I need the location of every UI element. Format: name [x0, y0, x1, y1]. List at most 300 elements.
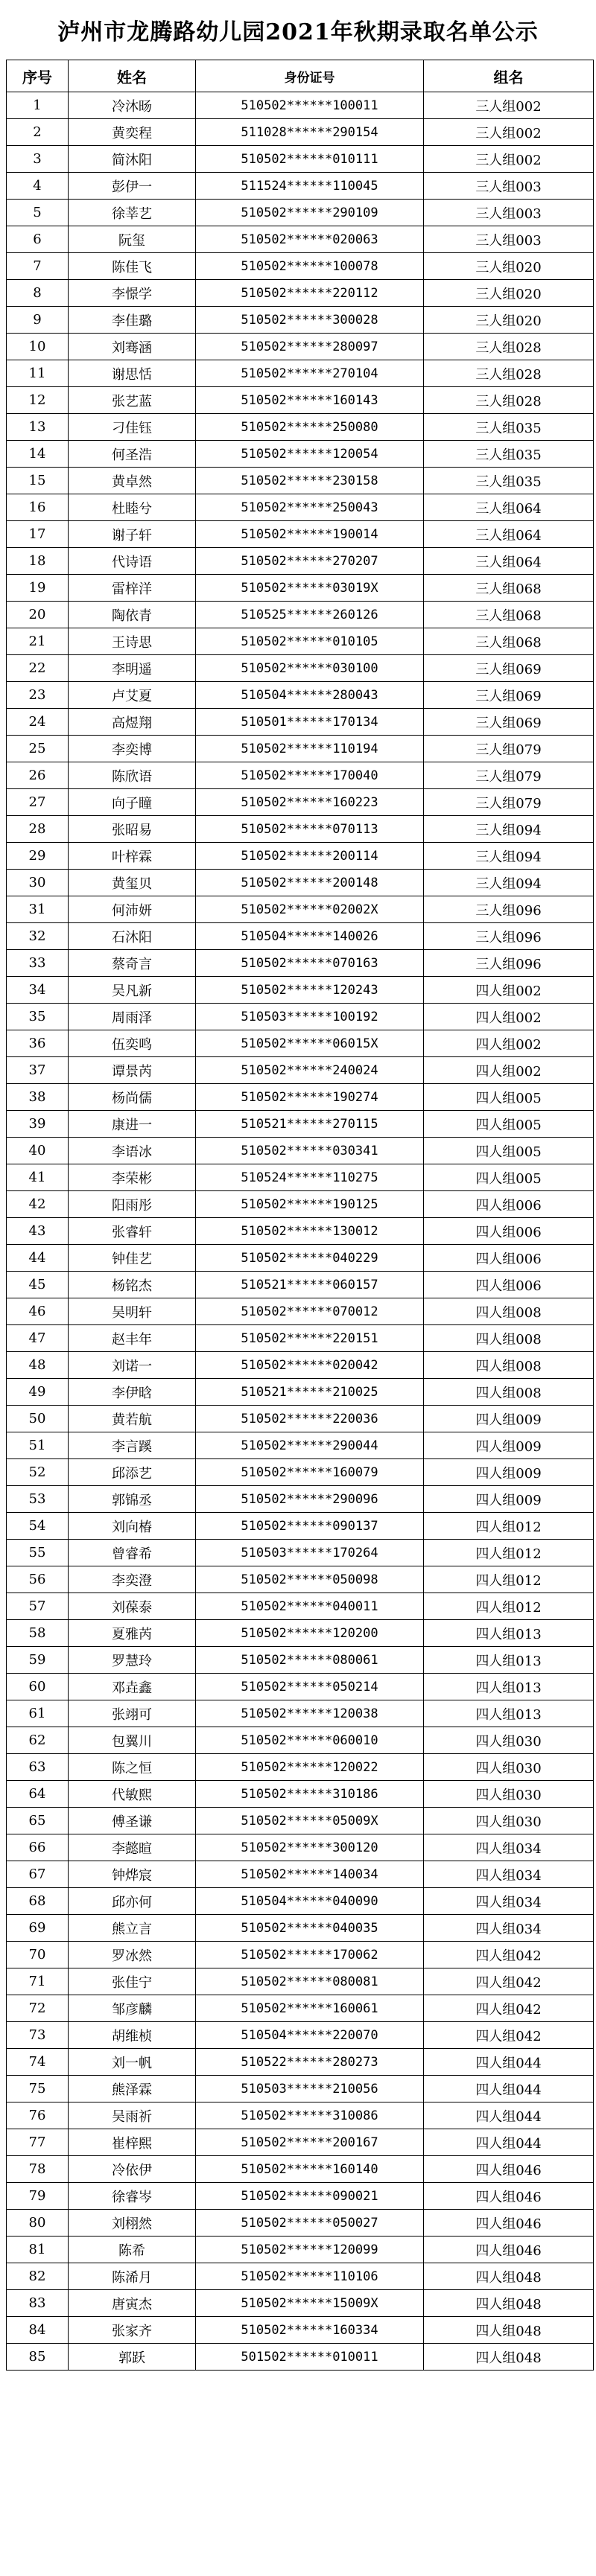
- table-row: [7, 575, 594, 602]
- cell-name: 代诗语: [69, 548, 196, 575]
- table-row: [7, 226, 594, 253]
- cell-group-name: 四人组030: [424, 1754, 594, 1781]
- cell-group-name: 四人组013: [424, 1647, 594, 1674]
- table-row: [7, 1030, 594, 1057]
- cell-id-number: 510502******120038: [196, 1700, 424, 1727]
- table-row: [7, 2102, 594, 2129]
- cell-serial-number: 32: [7, 923, 69, 950]
- cell-group-name: 四人组013: [424, 1700, 594, 1727]
- cell-id-number: 510502******200148: [196, 870, 424, 896]
- cell-name: 陈浠月: [69, 2263, 196, 2290]
- cell-id-number: 511524******110045: [196, 173, 424, 200]
- cell-group-name: 四人组013: [424, 1620, 594, 1647]
- header-id-number: 身份证号: [196, 60, 424, 92]
- table-row: [7, 977, 594, 1004]
- cell-group-name: 三人组002: [424, 146, 594, 173]
- cell-group-name: 四人组048: [424, 2290, 594, 2317]
- cell-name: 冷沐旸: [69, 92, 196, 119]
- cell-id-number: 510502******120022: [196, 1754, 424, 1781]
- cell-name: 胡维桢: [69, 2022, 196, 2049]
- table-row: [7, 1727, 594, 1754]
- cell-group-name: 三人组035: [424, 468, 594, 494]
- cell-name: 雷梓洋: [69, 575, 196, 602]
- cell-serial-number: 3: [7, 146, 69, 173]
- cell-name: 刘一帆: [69, 2049, 196, 2076]
- cell-serial-number: 51: [7, 1432, 69, 1459]
- cell-group-name: 四人组042: [424, 1968, 594, 1995]
- cell-name: 郭锦丞: [69, 1486, 196, 1513]
- cell-serial-number: 56: [7, 1566, 69, 1593]
- cell-name: 周雨泽: [69, 1004, 196, 1030]
- cell-group-name: 四人组006: [424, 1245, 594, 1272]
- cell-id-number: 510502******170062: [196, 1942, 424, 1968]
- cell-id-number: 510502******15009X: [196, 2290, 424, 2317]
- table-row: [7, 1754, 594, 1781]
- cell-serial-number: 85: [7, 2344, 69, 2371]
- cell-name: 邹彦麟: [69, 1995, 196, 2022]
- cell-id-number: 510502******010105: [196, 628, 424, 655]
- cell-id-number: 510502******220036: [196, 1406, 424, 1432]
- cell-serial-number: 78: [7, 2156, 69, 2183]
- table-row: [7, 1540, 594, 1566]
- cell-id-number: 510502******250080: [196, 414, 424, 441]
- cell-serial-number: 45: [7, 1272, 69, 1298]
- cell-id-number: 510502******160079: [196, 1459, 424, 1486]
- cell-name: 徐莘艺: [69, 200, 196, 226]
- cell-name: 张家齐: [69, 2317, 196, 2344]
- cell-group-name: 四人组012: [424, 1513, 594, 1540]
- cell-group-name: 四人组034: [424, 1861, 594, 1888]
- table-row: [7, 1915, 594, 1942]
- cell-id-number: 510502******160223: [196, 789, 424, 816]
- cell-serial-number: 70: [7, 1942, 69, 1968]
- cell-name: 李言蹊: [69, 1432, 196, 1459]
- cell-serial-number: 77: [7, 2129, 69, 2156]
- table-row: [7, 655, 594, 682]
- table-row: [7, 2183, 594, 2210]
- cell-group-name: 三人组068: [424, 628, 594, 655]
- cell-group-name: 四人组048: [424, 2344, 594, 2371]
- cell-group-name: 四人组044: [424, 2049, 594, 2076]
- cell-id-number: 510502******300120: [196, 1834, 424, 1861]
- cell-serial-number: 22: [7, 655, 69, 682]
- cell-id-number: 510525******260126: [196, 602, 424, 628]
- cell-group-name: 四人组046: [424, 2156, 594, 2183]
- cell-group-name: 四人组034: [424, 1888, 594, 1915]
- cell-group-name: 四人组048: [424, 2317, 594, 2344]
- cell-id-number: 511028******290154: [196, 119, 424, 146]
- cell-id-number: 510502******280097: [196, 334, 424, 360]
- cell-serial-number: 19: [7, 575, 69, 602]
- cell-name: 徐睿岑: [69, 2183, 196, 2210]
- cell-id-number: 510502******120243: [196, 977, 424, 1004]
- table-row: [7, 2237, 594, 2263]
- cell-serial-number: 54: [7, 1513, 69, 1540]
- table-row: [7, 2156, 594, 2183]
- cell-group-name: 四人组005: [424, 1111, 594, 1138]
- cell-name: 张昭易: [69, 816, 196, 843]
- table-row: [7, 1861, 594, 1888]
- cell-serial-number: 7: [7, 253, 69, 280]
- cell-group-name: 四人组030: [424, 1808, 594, 1834]
- cell-id-number: 510502******070163: [196, 950, 424, 977]
- table-row: [7, 2210, 594, 2237]
- cell-serial-number: 79: [7, 2183, 69, 2210]
- table-row: [7, 1057, 594, 1084]
- cell-name: 李伊晗: [69, 1379, 196, 1406]
- cell-id-number: 510502******220151: [196, 1325, 424, 1352]
- cell-id-number: 510502******020063: [196, 226, 424, 253]
- cell-name: 彭伊一: [69, 173, 196, 200]
- cell-group-name: 四人组030: [424, 1781, 594, 1808]
- cell-name: 何沛妍: [69, 896, 196, 923]
- cell-group-name: 四人组009: [424, 1406, 594, 1432]
- cell-name: 熊泽霖: [69, 2076, 196, 2102]
- cell-serial-number: 18: [7, 548, 69, 575]
- cell-serial-number: 15: [7, 468, 69, 494]
- cell-name: 邱添艺: [69, 1459, 196, 1486]
- cell-serial-number: 75: [7, 2076, 69, 2102]
- cell-name: 杨铭杰: [69, 1272, 196, 1298]
- cell-serial-number: 49: [7, 1379, 69, 1406]
- cell-name: 唐寅杰: [69, 2290, 196, 2317]
- cell-serial-number: 13: [7, 414, 69, 441]
- cell-id-number: 510502******310186: [196, 1781, 424, 1808]
- cell-name: 崔梓熙: [69, 2129, 196, 2156]
- cell-name: 罗慧玲: [69, 1647, 196, 1674]
- cell-serial-number: 14: [7, 441, 69, 468]
- cell-name: 阮玺: [69, 226, 196, 253]
- cell-serial-number: 34: [7, 977, 69, 1004]
- cell-serial-number: 52: [7, 1459, 69, 1486]
- cell-group-name: 三人组069: [424, 682, 594, 709]
- cell-id-number: 510502******040011: [196, 1593, 424, 1620]
- table-row: [7, 870, 594, 896]
- cell-serial-number: 43: [7, 1218, 69, 1245]
- table-row: [7, 2317, 594, 2344]
- cell-serial-number: 72: [7, 1995, 69, 2022]
- header-serial-number: 序号: [7, 60, 69, 92]
- cell-id-number: 510504******140026: [196, 923, 424, 950]
- cell-group-name: 四人组048: [424, 2263, 594, 2290]
- cell-id-number: 510503******170264: [196, 1540, 424, 1566]
- cell-name: 曾睿希: [69, 1540, 196, 1566]
- cell-name: 谢思恬: [69, 360, 196, 387]
- cell-id-number: 510502******200114: [196, 843, 424, 870]
- cell-group-name: 四人组042: [424, 1995, 594, 2022]
- cell-id-number: 510502******050027: [196, 2210, 424, 2237]
- cell-serial-number: 20: [7, 602, 69, 628]
- table-row: [7, 1245, 594, 1272]
- cell-id-number: 510503******210056: [196, 2076, 424, 2102]
- table-row: [7, 602, 594, 628]
- cell-serial-number: 40: [7, 1138, 69, 1164]
- cell-serial-number: 81: [7, 2237, 69, 2263]
- cell-group-name: 四人组009: [424, 1459, 594, 1486]
- cell-name: 张睿轩: [69, 1218, 196, 1245]
- cell-id-number: 510501******170134: [196, 709, 424, 736]
- cell-id-number: 510502******06015X: [196, 1030, 424, 1057]
- cell-serial-number: 11: [7, 360, 69, 387]
- cell-group-name: 四人组034: [424, 1915, 594, 1942]
- cell-name: 蔡奇言: [69, 950, 196, 977]
- cell-group-name: 四人组009: [424, 1432, 594, 1459]
- table-row: [7, 709, 594, 736]
- table-row: [7, 494, 594, 521]
- cell-group-name: 三人组035: [424, 441, 594, 468]
- cell-serial-number: 35: [7, 1004, 69, 1030]
- cell-id-number: 510521******060157: [196, 1272, 424, 1298]
- cell-serial-number: 57: [7, 1593, 69, 1620]
- table-row: [7, 387, 594, 414]
- cell-id-number: 510502******160143: [196, 387, 424, 414]
- cell-name: 石沐阳: [69, 923, 196, 950]
- cell-name: 吴雨祈: [69, 2102, 196, 2129]
- cell-serial-number: 8: [7, 280, 69, 307]
- cell-serial-number: 47: [7, 1325, 69, 1352]
- cell-serial-number: 12: [7, 387, 69, 414]
- cell-group-name: 四人组005: [424, 1138, 594, 1164]
- cell-name: 谭景芮: [69, 1057, 196, 1084]
- cell-id-number: 510502******240024: [196, 1057, 424, 1084]
- cell-serial-number: 23: [7, 682, 69, 709]
- table-row: [7, 1593, 594, 1620]
- cell-group-name: 四人组012: [424, 1566, 594, 1593]
- cell-group-name: 四人组002: [424, 1030, 594, 1057]
- cell-name: 黄若航: [69, 1406, 196, 1432]
- table-row: [7, 2263, 594, 2290]
- table-row: [7, 1834, 594, 1861]
- table-row: [7, 1352, 594, 1379]
- cell-serial-number: 62: [7, 1727, 69, 1754]
- table-row: [7, 1513, 594, 1540]
- cell-id-number: 510502******05009X: [196, 1808, 424, 1834]
- cell-serial-number: 2: [7, 119, 69, 146]
- table-row: [7, 1164, 594, 1191]
- cell-group-name: 三人组003: [424, 226, 594, 253]
- cell-serial-number: 67: [7, 1861, 69, 1888]
- cell-name: 钟佳艺: [69, 1245, 196, 1272]
- table-row: [7, 950, 594, 977]
- cell-name: 刘葆泰: [69, 1593, 196, 1620]
- cell-serial-number: 60: [7, 1674, 69, 1700]
- cell-group-name: 四人组002: [424, 1057, 594, 1084]
- cell-id-number: 510502******290109: [196, 200, 424, 226]
- cell-name: 陈佳飞: [69, 253, 196, 280]
- cell-id-number: 510502******160334: [196, 2317, 424, 2344]
- cell-group-name: 四人组030: [424, 1727, 594, 1754]
- table-row: [7, 1191, 594, 1218]
- cell-group-name: 三人组028: [424, 360, 594, 387]
- cell-group-name: 四人组044: [424, 2102, 594, 2129]
- table-row: [7, 1459, 594, 1486]
- cell-id-number: 510502******090137: [196, 1513, 424, 1540]
- cell-group-name: 四人组006: [424, 1218, 594, 1245]
- cell-id-number: 510502******190125: [196, 1191, 424, 1218]
- cell-group-name: 三人组020: [424, 253, 594, 280]
- table-row: [7, 200, 594, 226]
- cell-group-name: 四人组009: [424, 1486, 594, 1513]
- cell-group-name: 三人组096: [424, 896, 594, 923]
- cell-id-number: 510502******160140: [196, 2156, 424, 2183]
- table-row: [7, 1566, 594, 1593]
- cell-serial-number: 63: [7, 1754, 69, 1781]
- cell-serial-number: 71: [7, 1968, 69, 1995]
- cell-name: 傅圣谦: [69, 1808, 196, 1834]
- table-row: [7, 682, 594, 709]
- table-row: [7, 2076, 594, 2102]
- cell-id-number: 510502******020042: [196, 1352, 424, 1379]
- cell-group-name: 三人组003: [424, 200, 594, 226]
- cell-name: 高煜翔: [69, 709, 196, 736]
- cell-name: 陈之恒: [69, 1754, 196, 1781]
- cell-group-name: 四人组002: [424, 1004, 594, 1030]
- cell-serial-number: 68: [7, 1888, 69, 1915]
- table-row: [7, 762, 594, 789]
- cell-serial-number: 9: [7, 307, 69, 334]
- cell-name: 李荣彬: [69, 1164, 196, 1191]
- cell-id-number: 510502******030100: [196, 655, 424, 682]
- cell-group-name: 四人组013: [424, 1674, 594, 1700]
- cell-group-name: 四人组012: [424, 1593, 594, 1620]
- cell-id-number: 510502******100011: [196, 92, 424, 119]
- cell-id-number: 510502******300028: [196, 307, 424, 334]
- cell-serial-number: 37: [7, 1057, 69, 1084]
- cell-serial-number: 64: [7, 1781, 69, 1808]
- table-row: [7, 1004, 594, 1030]
- table-row: [7, 1325, 594, 1352]
- cell-name: 刘骞涵: [69, 334, 196, 360]
- cell-id-number: 510502******190274: [196, 1084, 424, 1111]
- cell-group-name: 四人组008: [424, 1298, 594, 1325]
- cell-group-name: 四人组005: [424, 1164, 594, 1191]
- table-row: [7, 2022, 594, 2049]
- cell-id-number: 510502******050098: [196, 1566, 424, 1593]
- cell-id-number: 510504******220070: [196, 2022, 424, 2049]
- cell-id-number: 510502******070113: [196, 816, 424, 843]
- cell-name: 陈希: [69, 2237, 196, 2263]
- cell-name: 黄卓然: [69, 468, 196, 494]
- cell-id-number: 510502******02002X: [196, 896, 424, 923]
- cell-name: 何圣浩: [69, 441, 196, 468]
- cell-serial-number: 24: [7, 709, 69, 736]
- cell-id-number: 510502******290096: [196, 1486, 424, 1513]
- cell-id-number: 510502******310086: [196, 2102, 424, 2129]
- cell-name: 冷依伊: [69, 2156, 196, 2183]
- cell-serial-number: 26: [7, 762, 69, 789]
- cell-serial-number: 61: [7, 1700, 69, 1727]
- cell-name: 吴明轩: [69, 1298, 196, 1325]
- cell-group-name: 四人组044: [424, 2076, 594, 2102]
- cell-group-name: 三人组096: [424, 950, 594, 977]
- table-row: [7, 360, 594, 387]
- cell-id-number: 510502******110194: [196, 736, 424, 762]
- cell-name: 包翼川: [69, 1727, 196, 1754]
- table-row: [7, 1808, 594, 1834]
- cell-group-name: 三人组069: [424, 655, 594, 682]
- table-row: [7, 789, 594, 816]
- cell-serial-number: 83: [7, 2290, 69, 2317]
- cell-name: 郭跃: [69, 2344, 196, 2371]
- cell-name: 简沐阳: [69, 146, 196, 173]
- cell-name: 熊立言: [69, 1915, 196, 1942]
- cell-name: 叶梓霖: [69, 843, 196, 870]
- header-group-name: 组名: [424, 60, 594, 92]
- cell-id-number: 510502******060010: [196, 1727, 424, 1754]
- cell-id-number: 510502******110106: [196, 2263, 424, 2290]
- cell-group-name: 三人组094: [424, 870, 594, 896]
- cell-group-name: 三人组079: [424, 736, 594, 762]
- table-row: [7, 736, 594, 762]
- cell-name: 向子瞳: [69, 789, 196, 816]
- cell-name: 赵丰年: [69, 1325, 196, 1352]
- cell-serial-number: 25: [7, 736, 69, 762]
- cell-name: 吴凡新: [69, 977, 196, 1004]
- table-row: [7, 896, 594, 923]
- cell-id-number: 510522******280273: [196, 2049, 424, 2076]
- admission-list-table: [6, 60, 594, 2371]
- cell-serial-number: 82: [7, 2263, 69, 2290]
- cell-serial-number: 46: [7, 1298, 69, 1325]
- table-row: [7, 1272, 594, 1298]
- cell-id-number: 510502******270207: [196, 548, 424, 575]
- cell-id-number: 510524******110275: [196, 1164, 424, 1191]
- cell-name: 刘向椿: [69, 1513, 196, 1540]
- cell-serial-number: 1: [7, 92, 69, 119]
- cell-group-name: 三人组028: [424, 387, 594, 414]
- cell-id-number: 510502******290044: [196, 1432, 424, 1459]
- cell-id-number: 510502******220112: [196, 280, 424, 307]
- cell-serial-number: 29: [7, 843, 69, 870]
- table-row: [7, 414, 594, 441]
- cell-name: 谢子轩: [69, 521, 196, 548]
- table-row: [7, 1781, 594, 1808]
- cell-name: 罗冰然: [69, 1942, 196, 1968]
- cell-serial-number: 21: [7, 628, 69, 655]
- table-row: [7, 307, 594, 334]
- cell-serial-number: 41: [7, 1164, 69, 1191]
- cell-name: 阳雨彤: [69, 1191, 196, 1218]
- table-row: [7, 548, 594, 575]
- table-row: [7, 1084, 594, 1111]
- table-row: [7, 146, 594, 173]
- cell-serial-number: 73: [7, 2022, 69, 2049]
- cell-name: 代敏熙: [69, 1781, 196, 1808]
- cell-id-number: 510502******120054: [196, 441, 424, 468]
- cell-id-number: 510502******270104: [196, 360, 424, 387]
- cell-name: 邓垚鑫: [69, 1674, 196, 1700]
- cell-group-name: 三人组020: [424, 280, 594, 307]
- cell-id-number: 510502******070012: [196, 1298, 424, 1325]
- cell-group-name: 三人组064: [424, 521, 594, 548]
- cell-id-number: 510502******030341: [196, 1138, 424, 1164]
- cell-group-name: 四人组046: [424, 2237, 594, 2263]
- cell-group-name: 四人组034: [424, 1834, 594, 1861]
- cell-serial-number: 74: [7, 2049, 69, 2076]
- cell-serial-number: 53: [7, 1486, 69, 1513]
- cell-name: 黄奕程: [69, 119, 196, 146]
- cell-group-name: 三人组079: [424, 762, 594, 789]
- table-row: [7, 1406, 594, 1432]
- cell-id-number: 510502******040035: [196, 1915, 424, 1942]
- cell-name: 康进一: [69, 1111, 196, 1138]
- cell-serial-number: 48: [7, 1352, 69, 1379]
- table-row: [7, 1138, 594, 1164]
- cell-id-number: 510504******040090: [196, 1888, 424, 1915]
- cell-group-name: 四人组008: [424, 1379, 594, 1406]
- cell-group-name: 三人组028: [424, 334, 594, 360]
- cell-group-name: 三人组002: [424, 119, 594, 146]
